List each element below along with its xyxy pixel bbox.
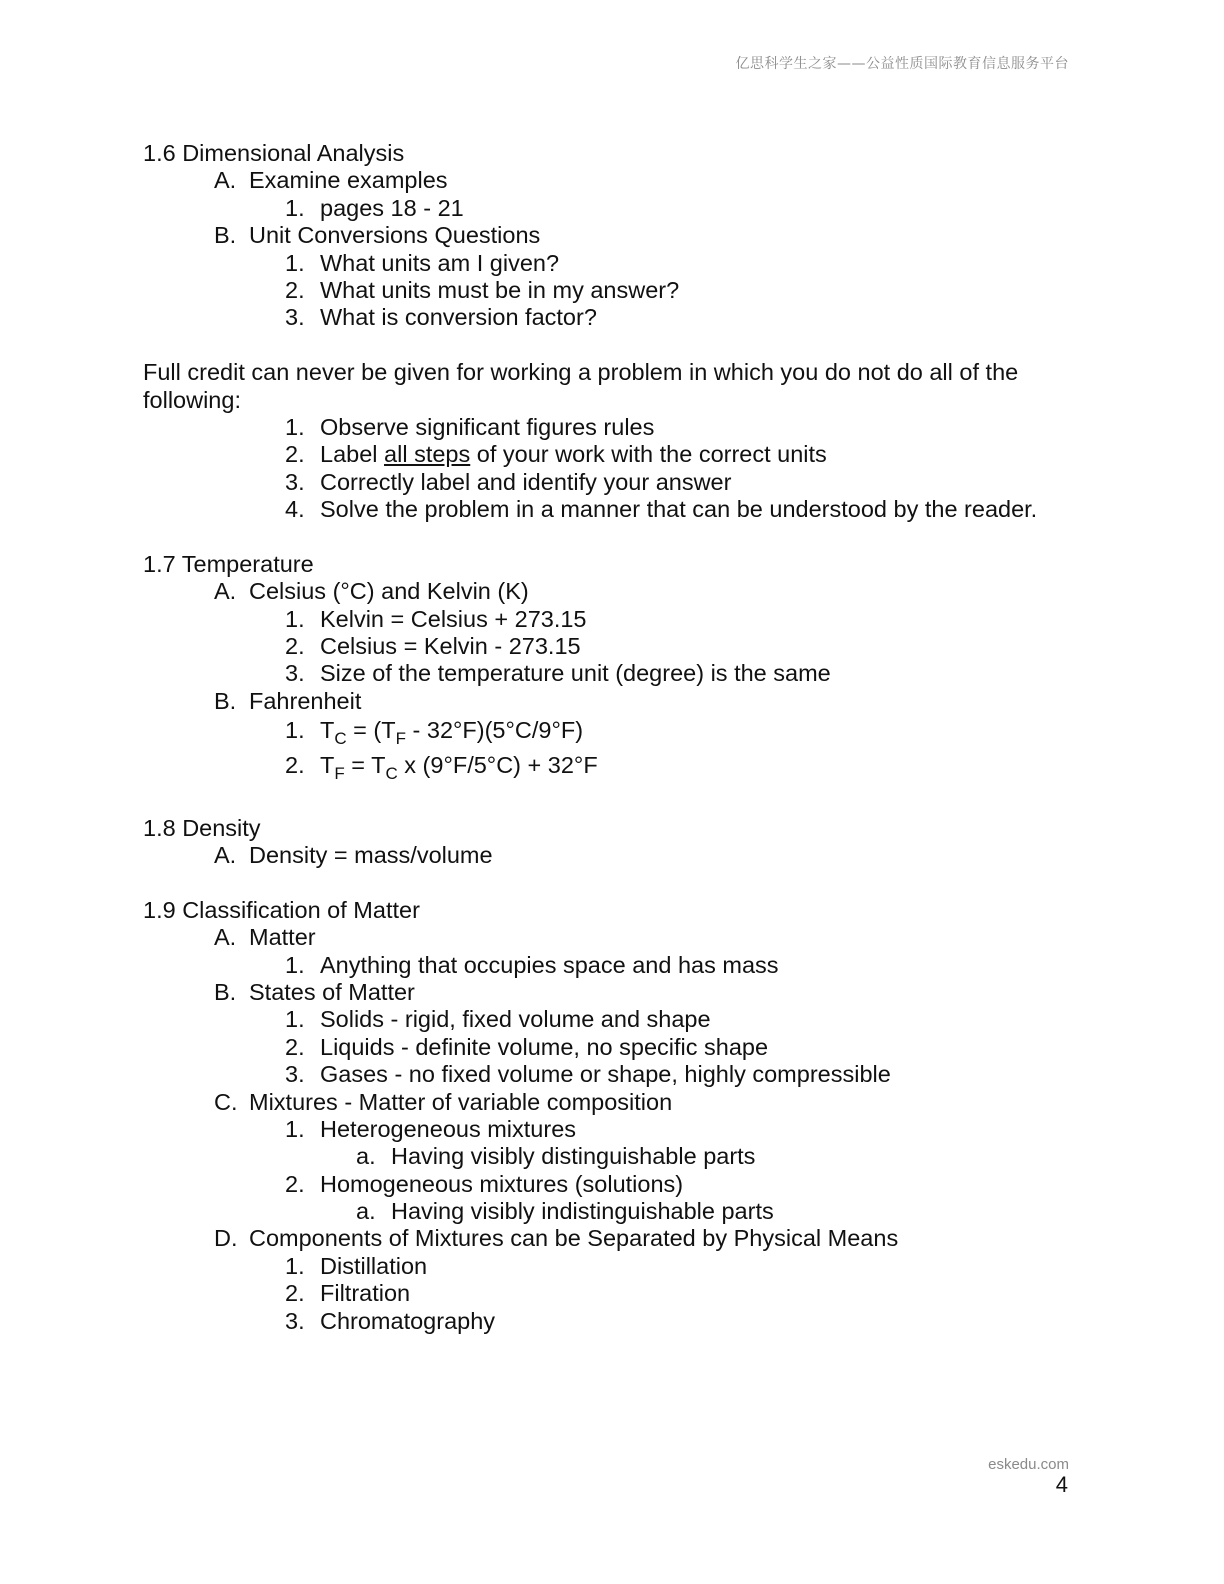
list-marker: 1. [285,951,305,978]
list-marker: B. [214,687,237,714]
list-text: pages 18 - 21 [320,194,464,221]
list-text: Components of Mixtures can be Separated by Physical Means [249,1225,899,1252]
underlined-text: all steps [384,441,471,468]
list-item [143,633,1103,660]
list-marker: 1. [285,717,305,744]
list-item [143,578,1103,605]
list-marker: 3. [285,304,305,331]
document-body [143,140,1103,1335]
list-marker: 1. [285,249,305,276]
list-marker: A. [214,167,237,194]
list-marker: B. [214,222,237,249]
list-marker: 1. [285,605,305,632]
list-marker: A. [214,842,237,869]
list-item [143,1089,1103,1116]
list-marker: 2. [285,1170,305,1197]
list-marker: 4. [285,496,305,523]
list-item [143,222,1103,249]
list-text: Chromatography [320,1307,496,1334]
list-text: What units am I given? [320,249,560,276]
list-marker: 3. [285,1307,305,1334]
list-item [143,1225,1103,1252]
list-item [143,842,1103,869]
list-text: Filtration [320,1280,411,1307]
list-item [143,979,1103,1006]
list-item [143,1308,1103,1335]
list-item [143,414,1103,441]
formula-text: = (T [346,717,396,744]
list-marker: 3. [285,1061,305,1088]
list-item [143,167,1103,194]
list-text: Mixtures - Matter of variable composition [249,1088,673,1115]
page-number: 4 [1055,1472,1068,1497]
list-text: Label [320,441,385,468]
list-marker: a. [356,1143,376,1170]
formula-text: T [320,717,335,744]
list-marker: 2. [285,752,305,779]
list-item [143,441,1103,468]
credit-paragraph: Full credit can never be given for working a problem in which you do not do all of the following: [143,359,1019,413]
list-item [143,1061,1103,1088]
list-item [143,952,1103,979]
list-text: Solids - rigid, fixed volume and shape [320,1006,711,1033]
list-marker: 2. [285,276,305,303]
list-marker: 2. [285,633,305,660]
list-item [143,688,1103,715]
list-text: What units must be in my answer? [320,276,680,303]
list-item [143,1280,1103,1307]
list-text: Size of the temperature unit (degree) is the same [320,660,831,687]
list-item [143,1116,1103,1143]
list-item [143,1253,1103,1280]
list-text: Examine examples [249,167,448,194]
list-text: Unit Conversions Questions [249,222,541,249]
list-item [143,496,1103,523]
list-item [143,1034,1103,1061]
formula-text: - 32°F)(5°C/9°F) [406,717,584,744]
list-text: Homogeneous mixtures (solutions) [320,1170,684,1197]
list-text: of your work with the correct units [470,441,827,468]
list-marker: a. [356,1198,376,1225]
subscript: F [395,729,406,749]
list-marker: 1. [285,194,305,221]
list-item [143,304,1103,331]
list-text: What is conversion factor? [320,304,597,331]
list-item [143,195,1103,222]
footer-site: eskedu.com [988,1456,1069,1473]
formula-text: T [320,752,335,779]
list-text: Celsius = Kelvin - 273.15 [320,633,581,660]
list-marker: 2. [285,1280,305,1307]
list-item [143,606,1103,633]
subscript: C [334,729,347,749]
list-text: Fahrenheit [249,687,362,714]
formula-item [143,752,1103,787]
section-heading: 1.6 Dimensional Analysis [143,140,405,166]
list-marker: 2. [285,441,305,468]
section-heading: 1.9 Classification of Matter [143,896,420,923]
formula-text: x (9°F/5°C) + 32°F [397,752,598,779]
list-marker: 2. [285,1033,305,1060]
list-text: Liquids - definite volume, no specific shape [320,1033,769,1060]
list-text: Matter [249,924,316,951]
list-text: Kelvin = Celsius + 273.15 [320,605,587,632]
list-marker: 3. [285,468,305,495]
list-item [143,469,1103,496]
list-item [143,1143,1103,1170]
list-item [143,250,1103,277]
list-text: Celsius (°C) and Kelvin (K) [249,578,529,605]
list-item [143,1171,1103,1198]
list-marker: A. [214,924,237,951]
list-marker: A. [214,578,237,605]
list-item [143,1198,1103,1225]
list-text: Anything that occupies space and has mass [320,951,779,978]
list-text: Correctly label and identify your answer [320,468,732,495]
list-text: Solve the problem in a manner that can be understood by the reader. [320,496,1038,523]
formula-text: = T [344,752,386,779]
list-text: Having visibly indistinguishable parts [391,1198,774,1225]
list-marker: 3. [285,660,305,687]
subscript: F [334,764,345,784]
list-text: Gases - no fixed volume or shape, highly compressible [320,1061,891,1088]
list-marker: 1. [285,1115,305,1142]
list-marker: 1. [285,1252,305,1279]
list-marker: 1. [285,413,305,440]
list-marker: B. [214,978,237,1005]
list-text: Density = mass/volume [249,842,493,869]
list-text: Observe significant figures rules [320,413,655,440]
list-item [143,660,1103,687]
subscript: C [385,764,398,784]
list-item [143,1006,1103,1033]
list-item [143,277,1103,304]
header-note: 亿思科学生之家——公益性质国际教育信息服务平台 [735,56,1069,72]
list-text: Having visibly distinguishable parts [391,1143,756,1170]
section-heading: 1.7 Temperature [143,550,314,577]
list-text: Distillation [320,1252,428,1279]
list-marker: D. [214,1225,238,1252]
list-marker: C. [214,1088,238,1115]
formula-item [143,715,1103,752]
list-text: Heterogeneous mixtures [320,1115,577,1142]
section-heading: 1.8 Density [143,814,261,841]
list-text: States of Matter [249,978,415,1005]
list-marker: 1. [285,1006,305,1033]
list-item [143,924,1103,951]
